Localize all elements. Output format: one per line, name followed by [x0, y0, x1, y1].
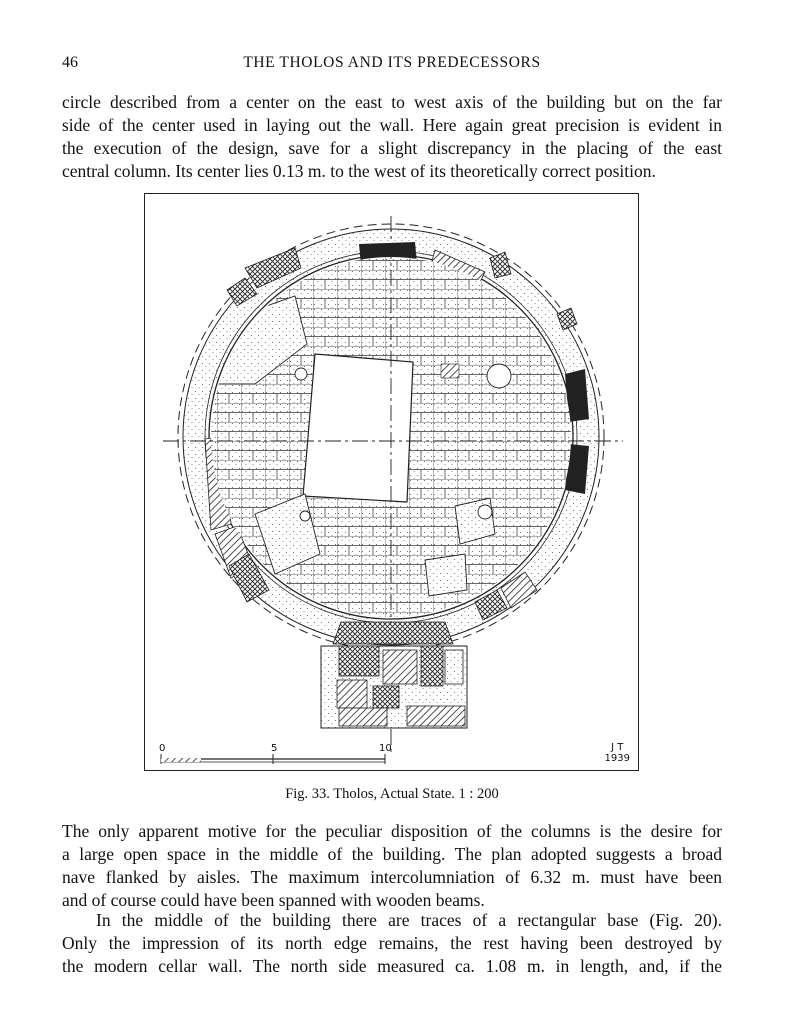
paragraph-1 [62, 91, 722, 183]
text-line: In the middle of the building there are traces of a rectangular base (Fig. 20). [96, 910, 722, 930]
paragraph-2 [62, 820, 722, 912]
south-annex [321, 622, 467, 728]
scale-label-5: 5 [271, 743, 278, 754]
figure-caption: Fig. 33. Tholos, Actual State. 1 : 200 [285, 786, 499, 802]
text-line: a large open space in the middle of the building. The plan adopted suggests a broad [62, 844, 722, 864]
scale-bar [161, 754, 385, 764]
initials-text: J T [611, 742, 624, 753]
running-title: THE THOLOS AND ITS PREDECESSORS [243, 54, 541, 71]
text-line: the modern cellar wall. The north side measured ca. 1.08 m. in length, and, if the [62, 956, 722, 976]
text-line: side of the center used in laying out the wall. Here again great precision is evident in [62, 115, 722, 135]
text-line: nave flanked by aisles. The maximum intercolumniation of 6.32 m. must have been [62, 867, 722, 887]
scale-label-0: 0 [159, 743, 166, 754]
paragraph-3 [62, 909, 722, 978]
text-line: circle described from a center on the east to west axis of the building but on the far [62, 92, 722, 112]
page-header [62, 54, 722, 78]
text-line: Only the impression of its north edge remains, the rest having been destroyed by [62, 933, 722, 953]
text-line: and of course could have been spanned with wooden beams. [62, 890, 485, 910]
page-number: 46 [62, 54, 78, 71]
drawing-year: 1939 [604, 753, 630, 764]
draftsman-initials [605, 742, 630, 764]
tholos-plan-drawing [145, 194, 637, 769]
text-line: the execution of the design, save for a slight discrepancy in the placing of the east [62, 138, 722, 158]
text-line: The only apparent motive for the peculiar disposition of the columns is the desire for [62, 821, 722, 841]
tholos-plan-figure [144, 193, 639, 771]
text-line: central column. Its center lies 0.13 m. to the west of its theoretically correct position. [62, 161, 656, 181]
cleared-area [303, 354, 413, 502]
scale-label-10: 10 [379, 743, 392, 754]
